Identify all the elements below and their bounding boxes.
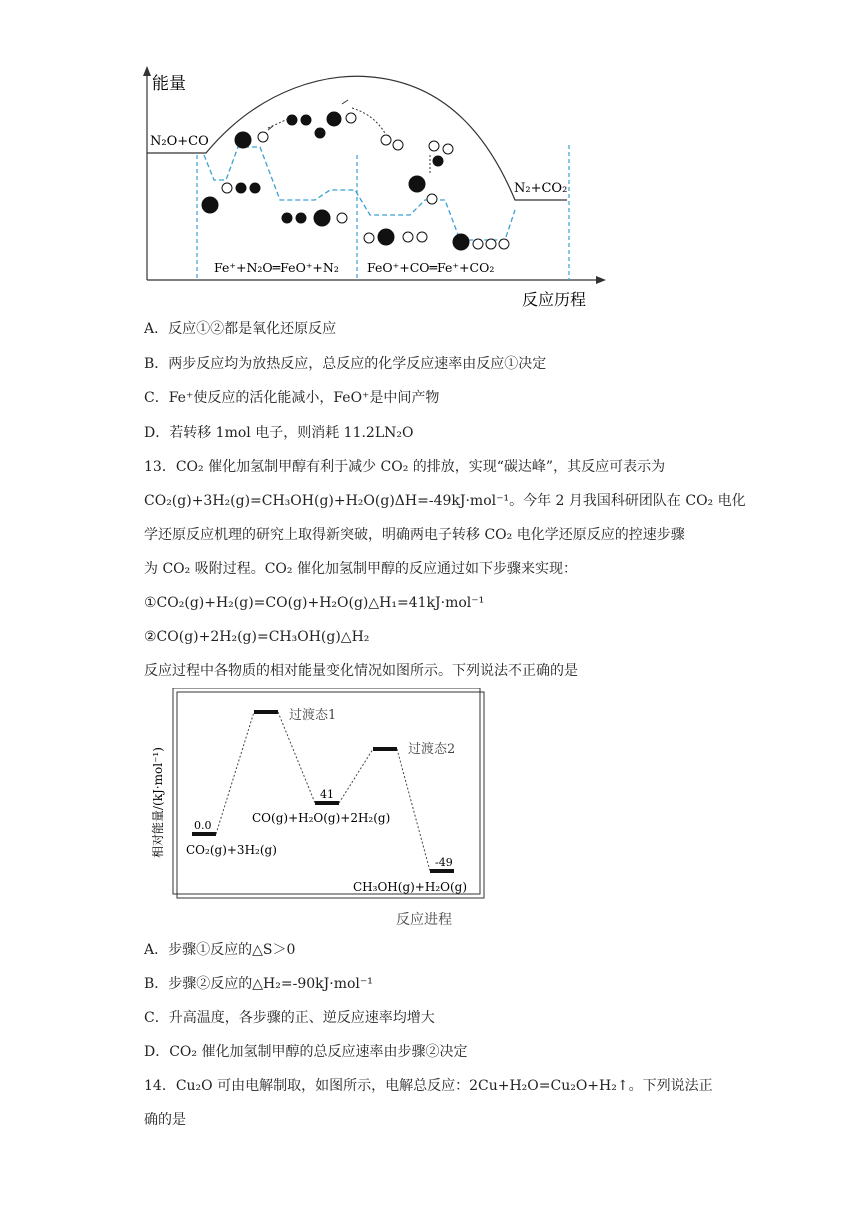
state0-label: CO₂(g)+3H₂(g) — [186, 843, 277, 857]
energy-diagram-fe-catalysis — [130, 60, 610, 310]
q12-option-c: C．Fe⁺使反应的活化能减小，FeO⁺是中间产物 — [144, 390, 440, 406]
q12-option-b: B．两步反应均为放热反应，总反应的化学反应速率由反应①决定 — [144, 356, 547, 372]
state1-label: CO(g)+H₂O(g)+2H₂(g) — [252, 811, 391, 825]
ts1-label: 过渡态1 — [289, 708, 337, 723]
q12-option-d: D．若转移 1mol 电子，则消耗 11.2LN₂O — [144, 425, 414, 441]
relative-energy-diagram — [140, 688, 500, 932]
state2-label: CH₃OH(g)+H₂O(g) — [353, 880, 468, 894]
value-neg49: -49 — [435, 856, 453, 869]
value-41: 41 — [320, 788, 334, 801]
x-axis-label: 反应进程 — [396, 912, 452, 928]
end-label: N₂+CO₂ — [514, 181, 568, 196]
q13-option-c: C．升高温度，各步骤的正、逆反应速率均增大 — [144, 1010, 435, 1026]
q12-option-a: A．反应①②都是氧化还原反应 — [144, 321, 337, 337]
x-axis-arrow — [596, 276, 606, 284]
uncatalyzed-energy-curve — [147, 76, 567, 200]
q13-step2: ②CO(g)+2H₂(g)=CH₃OH(g)△H₂ — [144, 629, 370, 645]
reaction1-label: Fe⁺+N₂O═FeO⁺+N₂ — [214, 260, 339, 275]
q13-stem-line2: CO₂(g)+3H₂(g)=CH₃OH(g)+H₂O(g)ΔH=-49kJ·mol⁻¹。今年 2 月我国科研团队在 CO₂ 电化 — [144, 493, 746, 509]
q13-stem-line4: 为 CO₂ 吸附过程。CO₂ 催化加氢制甲醇的反应通过如下步骤来实现： — [144, 561, 577, 577]
y-axis-label: 相对能量/(kJ·mol⁻¹) — [151, 747, 165, 858]
y-axis-arrow — [143, 66, 151, 76]
catalyzed-energy-path — [204, 147, 515, 240]
q14-stem-line2: 确的是 — [144, 1112, 186, 1128]
molecules-illustration — [202, 112, 509, 250]
q13-stem-line5: 反应过程中各物质的相对能量变化情况如图所示。下列说法不正确的是 — [144, 663, 578, 679]
q14-stem-line1: 14．Cu₂O 可由电解制取，如图所示，电解总反应：2Cu+H₂O=Cu₂O+H₂↑。下列说法正 — [144, 1078, 713, 1094]
start-label: N₂O+CO — [150, 134, 209, 149]
q13-option-a: A．步骤①反应的△S＞0 — [144, 942, 296, 958]
y-axis-label: 能量 — [152, 74, 186, 94]
q13-option-b: B．步骤②反应的△H₂=-90kJ·mol⁻¹ — [144, 976, 373, 992]
reaction-arrows — [268, 100, 430, 175]
ts2-label: 过渡态2 — [408, 742, 456, 757]
q13-stem-line3: 学还原反应机理的研究上取得新突破，明确两电子转移 CO₂ 电化学还原反应的控速步骤 — [144, 527, 685, 543]
q13-option-d: D．CO₂ 催化加氢制甲醇的总反应速率由步骤②决定 — [144, 1044, 468, 1060]
q13-step1: ①CO₂(g)+H₂(g)=CO(g)+H₂O(g)△H₁=41kJ·mol⁻¹ — [144, 595, 485, 611]
value-0: 0.0 — [194, 819, 212, 832]
x-axis-label: 反应历程 — [522, 290, 587, 309]
reaction2-label: FeO⁺+CO═Fe⁺+CO₂ — [367, 260, 495, 275]
q13-stem-line1: 13．CO₂ 催化加氢制甲醇有利于减少 CO₂ 的排放，实现“碳达峰”，其反应可表示为 — [144, 459, 666, 475]
